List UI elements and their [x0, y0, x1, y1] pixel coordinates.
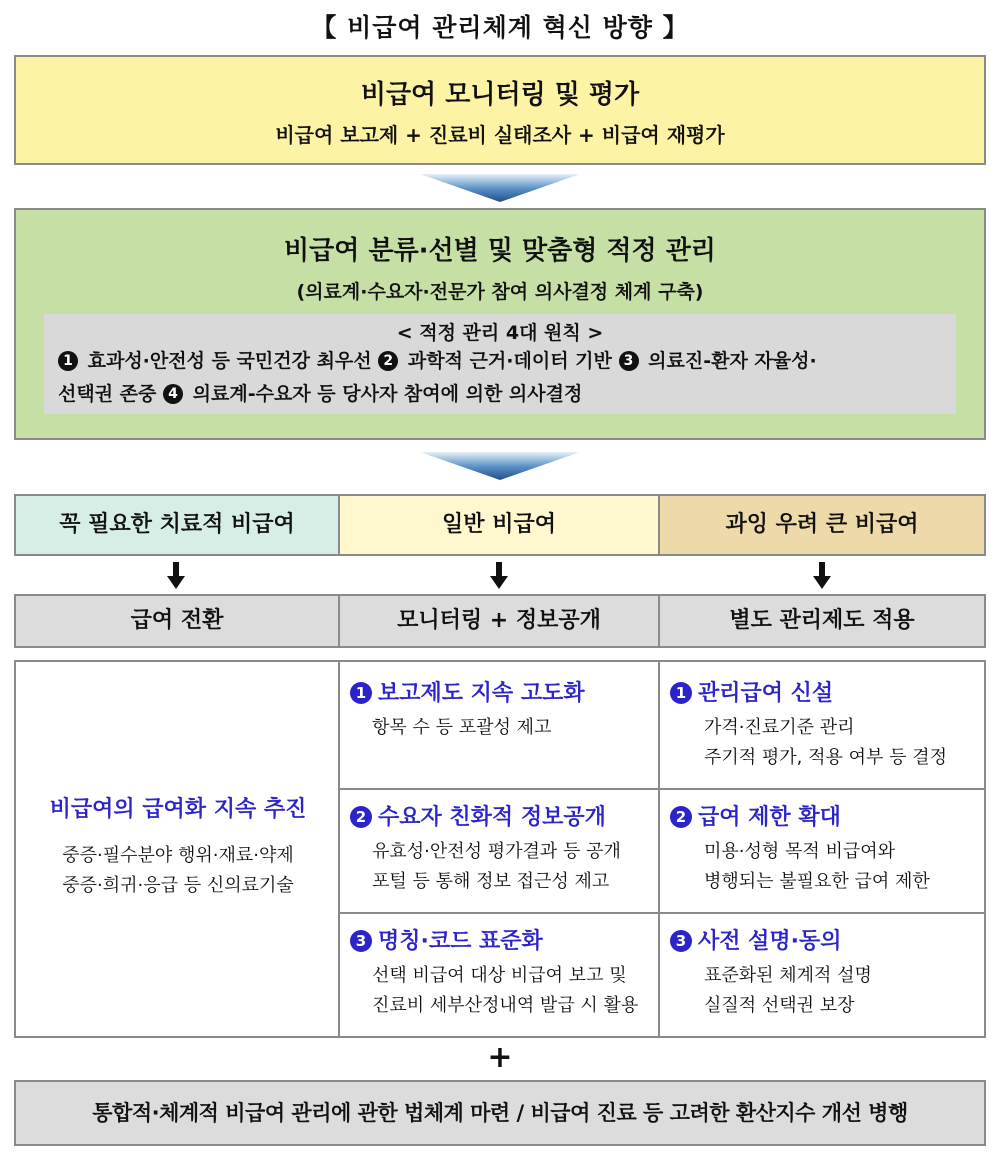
middle-item-line: 유효성·안전성 평가결과 등 공개 [372, 841, 621, 862]
principle-4: 의료계-수요자 등 당사자 참여에 의한 의사결정 [192, 383, 583, 405]
right-item-title: 관리급여 신설 [698, 681, 834, 706]
right-item-1 [670, 676, 947, 773]
detail-table [14, 660, 986, 1038]
down-arrow-icon [489, 562, 509, 590]
principle-2: 과학적 근거·데이터 기반 [407, 350, 612, 372]
right-item-title: 급여 제한 확대 [698, 805, 841, 830]
middle-item-line: 선택 비급여 대상 비급여 보고 및 [372, 965, 627, 986]
number-3-icon: 3 [619, 351, 639, 371]
middle-item-3 [350, 924, 638, 1021]
monitoring-box [14, 55, 986, 165]
right-item-line: 미용·성형 목적 비급여와 [704, 841, 896, 862]
down-arrow-icon [166, 562, 186, 590]
number-1-icon: 1 [350, 682, 372, 704]
left-detail-title: 비급여의 급여화 지속 추진 [49, 797, 307, 822]
monitoring-subtitle: 비급여 보고제 + 진료비 실태조사 + 비급여 재평가 [275, 123, 725, 147]
middle-item-line: 진료비 세부산정내역 발급 시 활용 [372, 995, 639, 1016]
flow-down-arrow-icon [420, 448, 580, 482]
middle-item-title: 수요자 친화적 정보공개 [378, 805, 606, 830]
middle-item-title: 보고제도 지속 고도화 [378, 681, 585, 706]
number-2-icon: 2 [670, 806, 692, 828]
monitoring-title: 비급여 모니터링 및 평가 [360, 80, 640, 110]
number-3-icon: 3 [670, 930, 692, 952]
principle-1: 효과성·안전성 등 국민건강 최우선 [87, 350, 372, 372]
number-4-icon: 4 [163, 384, 183, 404]
result-benefit-conversion: 급여 전환 [14, 594, 340, 648]
number-1-icon: 1 [670, 682, 692, 704]
left-detail [16, 792, 340, 901]
plus-sign: + [487, 1040, 513, 1075]
right-item-2 [670, 800, 930, 897]
middle-item-title: 명칭·코드 표준화 [378, 929, 543, 954]
middle-item-2 [350, 800, 621, 897]
flow-down-arrow-icon [420, 170, 580, 204]
result-monitoring-disclosure: 모니터링 + 정보공개 [338, 594, 660, 648]
right-item-line: 실질적 선택권 보장 [704, 995, 855, 1016]
bottom-statement: 통합적·체계적 비급여 관리에 관한 법체계 마련 / 비급여 진료 등 고려한 환산지수 개선 병행 [14, 1080, 986, 1146]
principles-line-1 [58, 345, 942, 378]
right-item-line: 가격·진료기준 관리 [704, 717, 855, 738]
page-title: 【 비급여 관리체계 혁신 방향 】 [311, 13, 689, 42]
classification-subtitle: (의료계·수요자·전문가 참여 의사결정 체계 구축) [296, 281, 704, 303]
principle-3-part-2: 선택권 존중 [58, 383, 157, 405]
number-3-icon: 3 [350, 930, 372, 952]
number-1-icon: 1 [58, 351, 78, 371]
right-item-3 [670, 924, 872, 1021]
right-item-title: 사전 설명·동의 [698, 929, 842, 954]
left-detail-line-2: 중증·희귀·응급 등 신의료기술 [62, 875, 294, 896]
middle-item-line: 포털 등 통해 정보 접근성 제고 [372, 871, 610, 892]
category-overuse: 과잉 우려 큰 비급여 [658, 494, 986, 556]
category-essential: 꼭 필요한 치료적 비급여 [14, 494, 340, 556]
right-item-line: 표준화된 체계적 설명 [704, 965, 872, 986]
result-separate-management: 별도 관리제도 적용 [658, 594, 986, 648]
down-arrow-icon [812, 562, 832, 590]
left-detail-line-1: 중증·필수분야 행위·재료·약제 [62, 845, 294, 866]
middle-item-line: 항목 수 등 포괄성 제고 [372, 717, 552, 738]
principles-panel [44, 314, 956, 414]
classification-box [14, 208, 986, 440]
right-item-line: 주기적 평가, 적용 여부 등 결정 [704, 747, 947, 768]
right-item-line: 병행되는 불필요한 급여 제한 [704, 871, 930, 892]
principle-3-part-1: 의료진-환자 자율성· [648, 350, 817, 372]
classification-title: 비급여 분류·선별 및 맞춤형 적정 관리 [284, 236, 716, 266]
principles-line-2 [58, 378, 942, 411]
principles-header: < 적정 관리 4대 원칙 > [396, 322, 604, 344]
number-2-icon: 2 [350, 806, 372, 828]
number-2-icon: 2 [378, 351, 398, 371]
category-general: 일반 비급여 [338, 494, 660, 556]
middle-item-1 [350, 676, 585, 743]
